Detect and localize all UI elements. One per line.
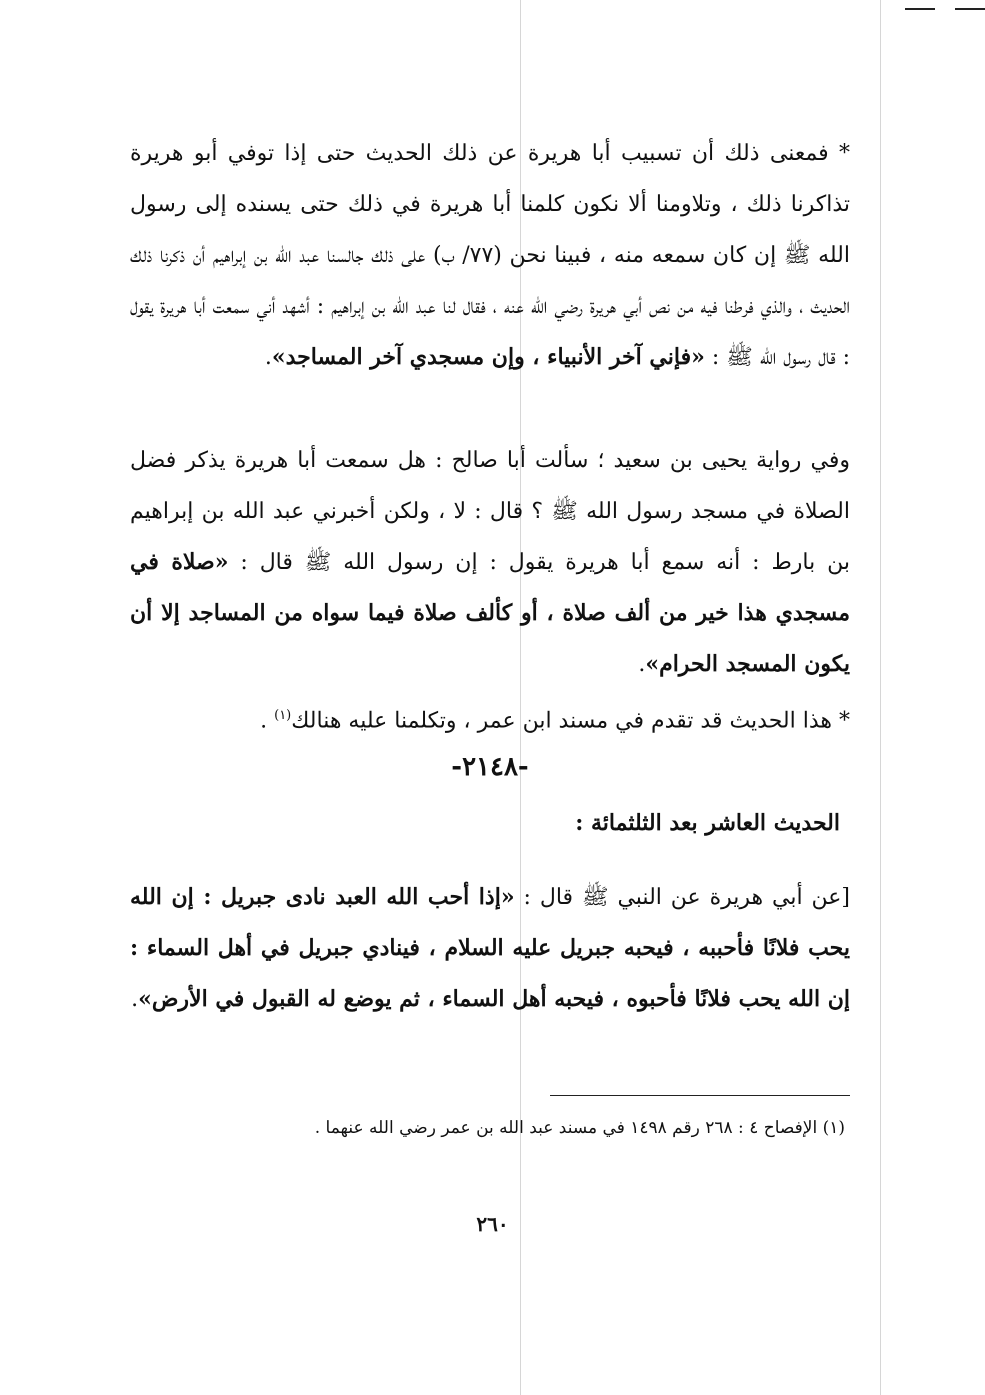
scan-artifact-line	[880, 0, 881, 1395]
punctuation: .	[264, 345, 272, 370]
top-rule	[955, 8, 985, 10]
footnote: (١) الإفصاح ٤ : ٢٦٨ رقم ١٤٩٨ في مسند عبد الله بن عمر رضي الله عنهما .	[314, 1118, 845, 1138]
footnote-reference: (١)	[274, 708, 292, 723]
hadith-quote: «فإني آخر الأنبياء ، وإن مسجدي آخر المساجد»	[271, 344, 705, 370]
top-rule	[905, 8, 935, 10]
hadith-quote: «صلاة في مسجدي هذا خير من ألف صلاة ، أو كألف صلاة فيما سواه من المساجد إلا أن يكون المسجد الحرام»	[130, 549, 850, 677]
punctuation: .	[638, 652, 646, 677]
hadith-quote: «إذا أحب الله العبد نادى جبريل : إن الله يحب فلانًا فأحببه ، فيحبه جبريل عليه السلام ، فينادي جبريل في أهل السماء : إن الله يحب فلانًا فأحبوه ، فيحبه أهل السماء ، ثم يوضع له القبول في الأرض»	[130, 884, 850, 1012]
paragraph-2	[130, 435, 850, 690]
paragraph-text: وفي رواية يحيى بن سعيد ؛ سألت أبا صالح : هل سمعت أبا هريرة يذكر فضل الصلاة في مسجد رسول الله ﷺ ؟ قال : لا ، ولكن أخبرني عبد الله بن إبراهيم بن بارط : أنه سمع أبا هريرة يقول : إن رسول الله ﷺ قال :	[130, 448, 850, 575]
paragraph-1	[130, 128, 850, 383]
punctuation: .	[260, 708, 275, 734]
hadith-number: -٢١٤٨-	[451, 752, 529, 782]
paragraph-text: * هذا الحديث قد تقدم في مسند ابن عمر ، وتكلمنا عليه هنالك	[291, 708, 850, 734]
punctuation: .	[131, 987, 139, 1012]
paragraph-text: * فمعنى ذلك أن تسبيب أبا هريرة عن ذلك الحديث حتى إذا توفي أبو هريرة تذاكرنا ذلك ، وتلاومنا ألا نكون كلمنا أبا هريرة في ذلك حتى يسنده إلى رسول الله ﷺ إن كان سمعه منه ، فبينا نحن (٧٧/ ب) على ذلك جالسنا عبد الله بن إبراهيم أن ذكرنا ذلك الحديث ، والذي فرطنا فيه من نص أبي هريرة رضي الله عنه ، فقال لنا عبد الله بن إبراهيم : أشهد أني سمعت أبا هريرة يقول : قال رسول الله ﷺ :	[130, 141, 850, 370]
hadith-intro: [عن أبي هريرة عن النبي ﷺ قال :	[523, 885, 850, 910]
paragraph-3	[130, 690, 850, 746]
footnote-separator	[550, 1095, 850, 1096]
hadith-paragraph	[130, 872, 850, 1025]
page-number: ٢٦٠	[476, 1212, 509, 1236]
hadith-title: الحديث العاشر بعد الثلثمائة :	[575, 810, 840, 836]
